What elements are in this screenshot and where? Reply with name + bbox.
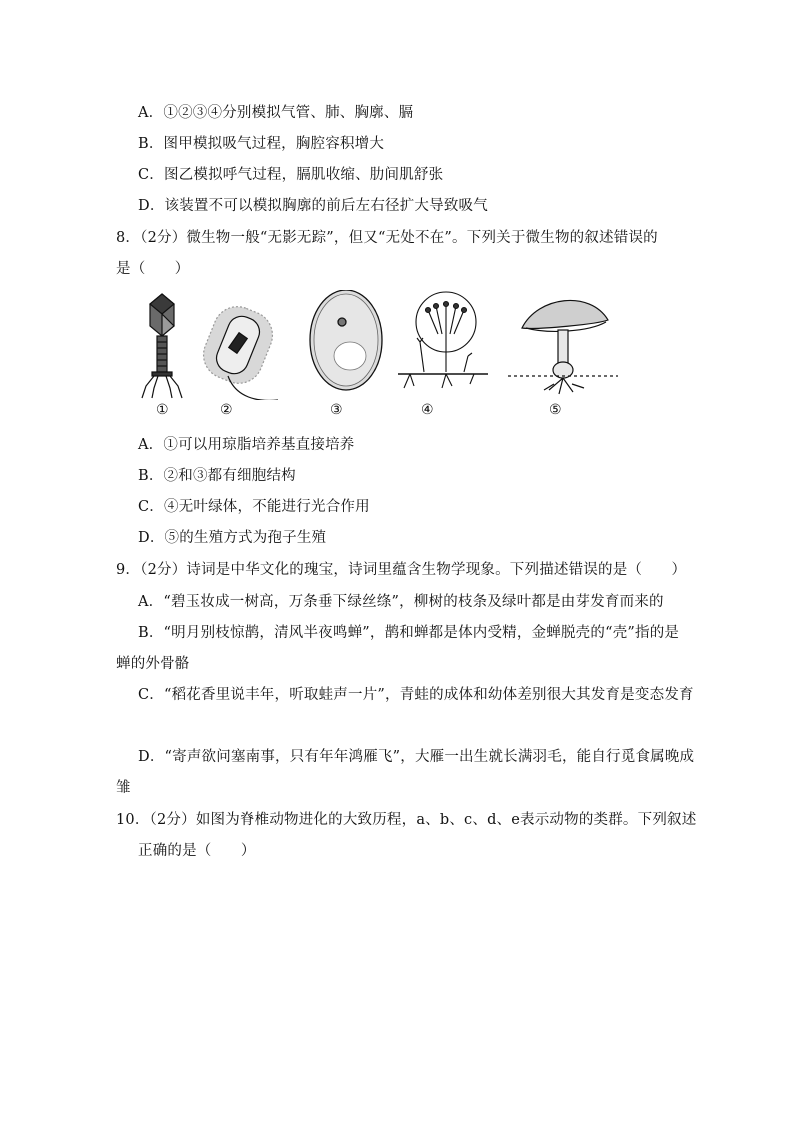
q8-stem: 8．（2分）微生物一般“无影无踪”，但又“无处不在”。下列关于微生物的叙述错误的 <box>116 230 658 246</box>
figure-label-2: ② <box>220 402 233 418</box>
q8-stem-cont: 是（ ） <box>116 261 190 277</box>
figure-label-4: ④ <box>421 402 434 418</box>
q9-option-c: C．“稻花香里说丰年，听取蛙声一片”，青蛙的成体和幼体差别很大其发育是变态发育 <box>138 687 694 703</box>
figure-label-3: ③ <box>330 402 343 418</box>
q7-option-d: D．该装置不可以模拟胸廓的前后左右径扩大导致吸气 <box>138 198 488 214</box>
q10-stem: 10．（2分）如图为脊椎动物进化的大致历程，a、b、c、d、e表示动物的类群。下列叙述 <box>116 812 697 828</box>
figure-label-5: ⑤ <box>549 402 562 418</box>
q9-option-b-cont: 蝉的外骨骼 <box>116 656 190 672</box>
q7-option-a: A．①②③④分别模拟气管、肺、胸廓、膈 <box>138 105 414 121</box>
q8-option-c: C．④无叶绿体，不能进行光合作用 <box>138 499 370 515</box>
q9-stem: 9．（2分）诗词是中华文化的瑰宝，诗词里蕴含生物学现象。下列描述错误的是（ ） <box>116 562 687 578</box>
figure-label-1: ① <box>156 402 169 418</box>
q10-stem-cont: 正确的是（ ） <box>138 843 256 859</box>
microbe-illustrations <box>128 290 618 400</box>
q7-option-c: C．图乙模拟呼气过程，膈肌收缩、肋间肌舒张 <box>138 167 444 183</box>
q8-option-b: B．②和③都有细胞结构 <box>138 468 296 484</box>
yeast-drawing <box>310 290 382 390</box>
q7-option-b: B．图甲模拟吸气过程，胸腔容积增大 <box>138 136 385 152</box>
q9-option-d-cont: 雏 <box>116 780 131 796</box>
q9-option-b: B．“明月别枝惊鹊，清风半夜鸣蝉”，鹊和蝉都是体内受精，金蝉脱壳的“壳”指的是 <box>138 625 680 641</box>
q8-option-a: A．①可以用琼脂培养基直接培养 <box>138 437 355 453</box>
microbe-figure <box>128 290 618 420</box>
mold-drawing <box>398 292 488 388</box>
bacteriophage-drawing <box>142 294 182 398</box>
mushroom-drawing <box>508 300 618 394</box>
q9-option-a: A．“碧玉妆成一树高，万条垂下绿丝绦”，柳树的枝条及绿叶都是由芽发育而来的 <box>138 594 664 610</box>
q8-option-d: D．⑤的生殖方式为孢子生殖 <box>138 530 327 546</box>
bacterium-drawing <box>196 299 279 400</box>
q9-option-d: D．“寄声欲问塞南事，只有年年鸿雁飞”，大雁一出生就长满羽毛，能自行觅食属晚成 <box>138 749 695 765</box>
